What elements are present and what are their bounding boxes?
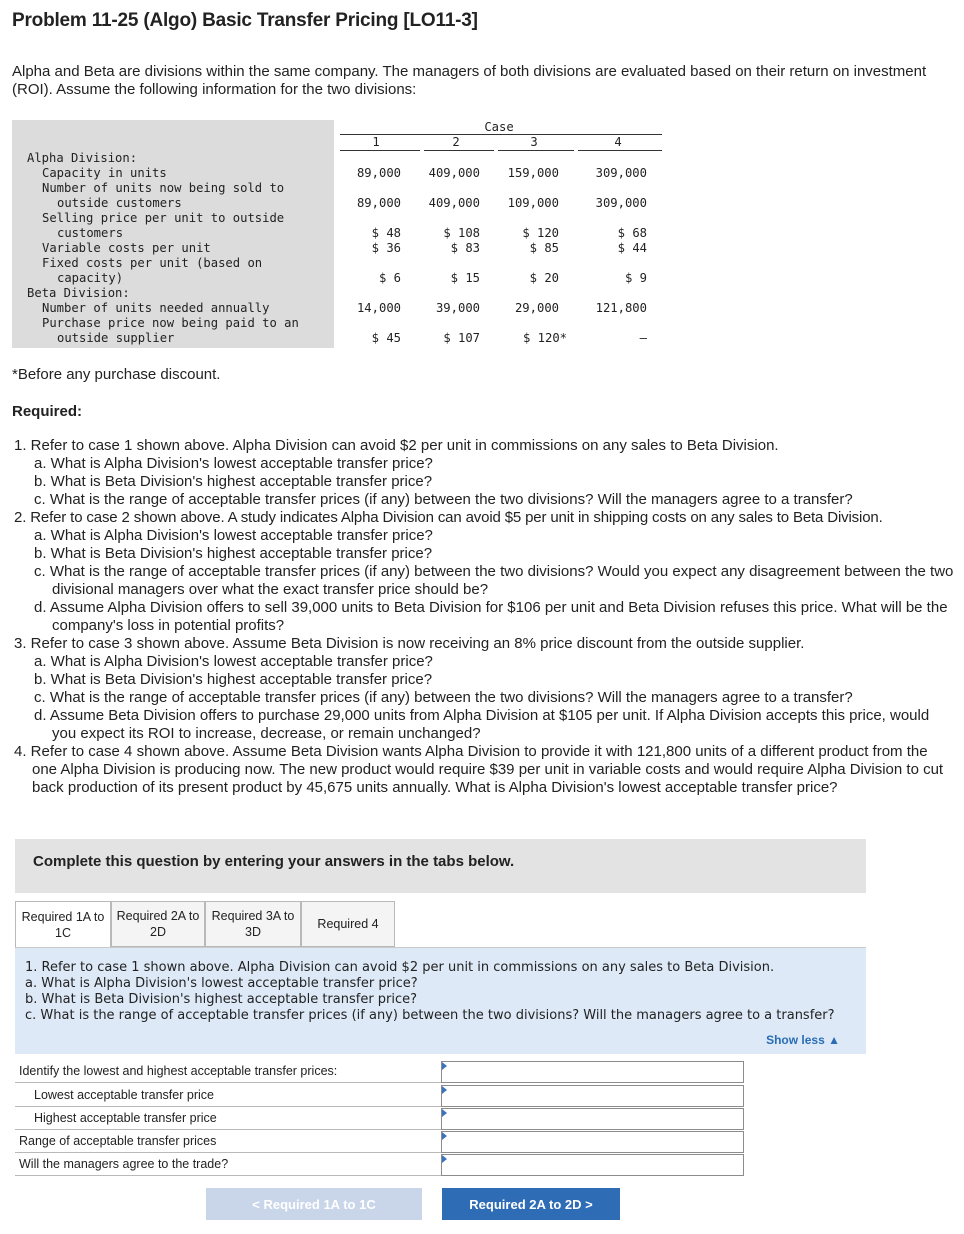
cell-units-sold-1: 89,000	[356, 196, 401, 210]
footnote: *Before any purchase discount.	[12, 366, 221, 383]
lowest-label: Lowest acceptable transfer price	[34, 1088, 214, 1102]
case-table	[0, 0, 964, 360]
cell-units-needed-1: 14,000	[356, 301, 401, 315]
cell-units-needed-3: 29,000	[514, 301, 559, 315]
req-3c: c. What is the range of acceptable transfer prices (if any) between the two divisions? Will the managers agree to a transfer?	[34, 689, 853, 706]
case-1-header: 1	[372, 135, 380, 149]
cell-var-cost-2: $ 83	[450, 241, 480, 255]
fixed-costs-label: Fixed costs per unit (based on	[42, 256, 263, 270]
tab-3-line2: 3D	[245, 925, 261, 939]
tab-panel-prompt	[15, 947, 866, 1054]
tab-2-line1: Required 2A to	[116, 909, 200, 923]
col4-rule	[578, 150, 662, 151]
req-2b: b. What is Beta Division's highest acceptable transfer price?	[34, 545, 433, 562]
units-sold-label-2: outside customers	[57, 196, 182, 210]
purchase-price-label: Purchase price now being paid to an	[42, 316, 299, 330]
cell-units-needed-4: 121,800	[595, 301, 647, 315]
page-title: Problem 11-25 (Algo) Basic Transfer Pricing [LO11-3]	[12, 10, 478, 31]
cell-sell-price-4: $ 68	[617, 226, 647, 240]
answer-row-agree	[15, 1153, 744, 1176]
cell-units-needed-2: 39,000	[435, 301, 480, 315]
cell-var-cost-3: $ 85	[529, 241, 559, 255]
cell-capacity-1: 89,000	[356, 166, 401, 180]
agree-input[interactable]	[441, 1154, 744, 1176]
req-4: 4. Refer to case 4 shown above. Assume Beta Division wants Alpha Division to provide it with 121,800 units of a different product from the one Alpha Division is producing now. The new product would require $39 per unit in variable costs and would require Alpha Division to cut back production of its present product by 45,675 units annually. What is Alpha Division's lowest acceptable transfer price?	[14, 743, 944, 796]
req-2c: c. What is the range of acceptable transfer prices (if any) between the two divisions? Would you expect any disagreement between the two divisional managers over what the exact transfer price should be?	[34, 563, 954, 598]
answer-row-range	[15, 1130, 744, 1153]
purchase-price-label-2: outside supplier	[57, 331, 175, 345]
panel-prompt-text	[25, 960, 835, 1024]
req-1: 1. Refer to case 1 shown above. Alpha Division can avoid $2 per unit in commissions on any sales to Beta Division.	[14, 437, 779, 454]
cell-fixed-1: $ 6	[378, 271, 401, 285]
req-2a: a. What is Alpha Division's lowest acceptable transfer price?	[34, 527, 433, 544]
answer-row-lowest	[15, 1084, 744, 1107]
range-input[interactable]	[441, 1131, 744, 1153]
col3-rule	[498, 150, 574, 151]
cell-fixed-2: $ 15	[450, 271, 480, 285]
beta-division-label: Beta Division:	[27, 286, 130, 300]
cell-purchase-4: –	[639, 331, 647, 345]
req-3d: d. Assume Beta Division offers to purchase 29,000 units from Alpha Division at $105 per unit. If Alpha Division accepts this price, would you expect its ROI to increase, decrease, or remain unchanged?	[34, 707, 930, 742]
case-3-header: 3	[530, 135, 538, 149]
capacity-label: Capacity in units	[42, 166, 167, 180]
required-heading: Required:	[12, 403, 83, 420]
selling-price-label: Selling price per unit to outside	[42, 211, 285, 225]
cell-var-cost-4: $ 44	[617, 241, 647, 255]
instruction-banner	[15, 839, 866, 893]
req-3: 3. Refer to case 3 shown above. Assume Beta Division is now receiving an 8% price discount from the outside supplier.	[14, 635, 805, 652]
req-3a: a. What is Alpha Division's lowest acceptable transfer price?	[34, 653, 433, 670]
range-label: Range of acceptable transfer prices	[19, 1134, 217, 1148]
answer-header-row	[15, 1060, 744, 1083]
cell-purchase-3: $ 120*	[522, 331, 567, 345]
req-1a: a. What is Alpha Division's lowest acceptable transfer price?	[34, 455, 433, 472]
required-list	[14, 437, 954, 797]
cell-sell-price-3: $ 120	[522, 226, 559, 240]
show-less-link[interactable]: Show less ▲	[766, 1033, 840, 1047]
req-2: 2. Refer to case 2 shown above. A study indicates Alpha Division can avoid $5 per unit in shipping costs on any sales to Beta Division.	[14, 509, 883, 526]
tab-4-label: Required 4	[317, 917, 379, 931]
cell-purchase-1: $ 45	[371, 331, 401, 345]
units-sold-label: Number of units now being sold to	[42, 181, 285, 195]
cell-units-sold-4: 309,000	[595, 196, 647, 210]
header-cell	[441, 1061, 744, 1083]
panel-line-b: b. What is Beta Division's highest acceptable transfer price?	[25, 992, 418, 1007]
case-2-header: 2	[452, 135, 460, 149]
agree-label: Will the managers agree to the trade?	[19, 1157, 229, 1171]
prev-tab-button[interactable]: < Required 1A to 1C	[206, 1188, 422, 1220]
case-header: Case	[484, 120, 514, 134]
req-3b: b. What is Beta Division's highest acceptable transfer price?	[34, 671, 433, 688]
case-4-header: 4	[614, 135, 622, 149]
req-1c: c. What is the range of acceptable transfer prices (if any) between the two divisions? Will the managers agree to a transfer?	[34, 491, 853, 508]
banner-text: Complete this question by entering your answers in the tabs below.	[33, 853, 515, 870]
req-1b: b. What is Beta Division's highest acceptable transfer price?	[34, 473, 433, 490]
panel-line-a: a. What is Alpha Division's lowest acceptable transfer price?	[25, 976, 418, 991]
panel-line-1: 1. Refer to case 1 shown above. Alpha Division can avoid $2 per unit in commissions on any sales to Beta Division.	[25, 960, 775, 975]
col2-rule	[424, 150, 494, 151]
cell-capacity-4: 309,000	[595, 166, 647, 180]
cell-capacity-2: 409,000	[428, 166, 480, 180]
lowest-price-input[interactable]	[441, 1085, 744, 1107]
panel-line-c: c. What is the range of acceptable transfer prices (if any) between the two divisions? Will the managers agree to a transfer?	[25, 1008, 835, 1023]
cell-sell-price-1: $ 48	[371, 226, 401, 240]
alpha-division-label: Alpha Division:	[27, 151, 138, 165]
cell-fixed-4: $ 9	[624, 271, 647, 285]
answer-row-highest	[15, 1107, 744, 1130]
cell-units-sold-3: 109,000	[507, 196, 559, 210]
cell-var-cost-1: $ 36	[371, 241, 401, 255]
tab-required-2a-2d[interactable]	[111, 901, 205, 947]
cell-fixed-3: $ 20	[529, 271, 559, 285]
tab-1-line1: Required 1A to	[21, 909, 105, 924]
tab-1-line2: 1C	[55, 925, 71, 940]
selling-price-label-2: customers	[57, 226, 124, 240]
tab-2-line2: 2D	[150, 925, 166, 939]
col1-rule	[340, 150, 420, 151]
intro-text: Alpha and Beta are divisions within the same company. The managers of both divisions are evaluated based on their return on investment (ROI). Assume the following information for the two divisions:	[12, 63, 927, 98]
next-tab-button[interactable]: Required 2A to 2D >	[442, 1188, 620, 1220]
tab-required-1a-1c[interactable]	[15, 901, 111, 947]
tab-required-3a-3d[interactable]	[205, 901, 301, 947]
variable-costs-label: Variable costs per unit	[42, 241, 211, 255]
fixed-costs-label-2: capacity)	[57, 271, 124, 285]
units-needed-label: Number of units needed annually	[42, 301, 270, 315]
cell-units-sold-2: 409,000	[428, 196, 480, 210]
req-2d: d. Assume Alpha Division offers to sell 39,000 units to Beta Division for $106 per unit and Beta Division refuses this price. What will be the company's loss in potential profits?	[34, 599, 948, 634]
cell-capacity-3: 159,000	[507, 166, 559, 180]
cell-purchase-2: $ 107	[443, 331, 480, 345]
highest-label: Highest acceptable transfer price	[34, 1111, 217, 1125]
cell-sell-price-2: $ 108	[443, 226, 480, 240]
answer-header: Identify the lowest and highest acceptable transfer prices:	[19, 1064, 338, 1078]
highest-price-input[interactable]	[441, 1108, 744, 1130]
tab-3-line1: Required 3A to	[211, 909, 295, 923]
tab-required-4[interactable]	[301, 901, 395, 947]
